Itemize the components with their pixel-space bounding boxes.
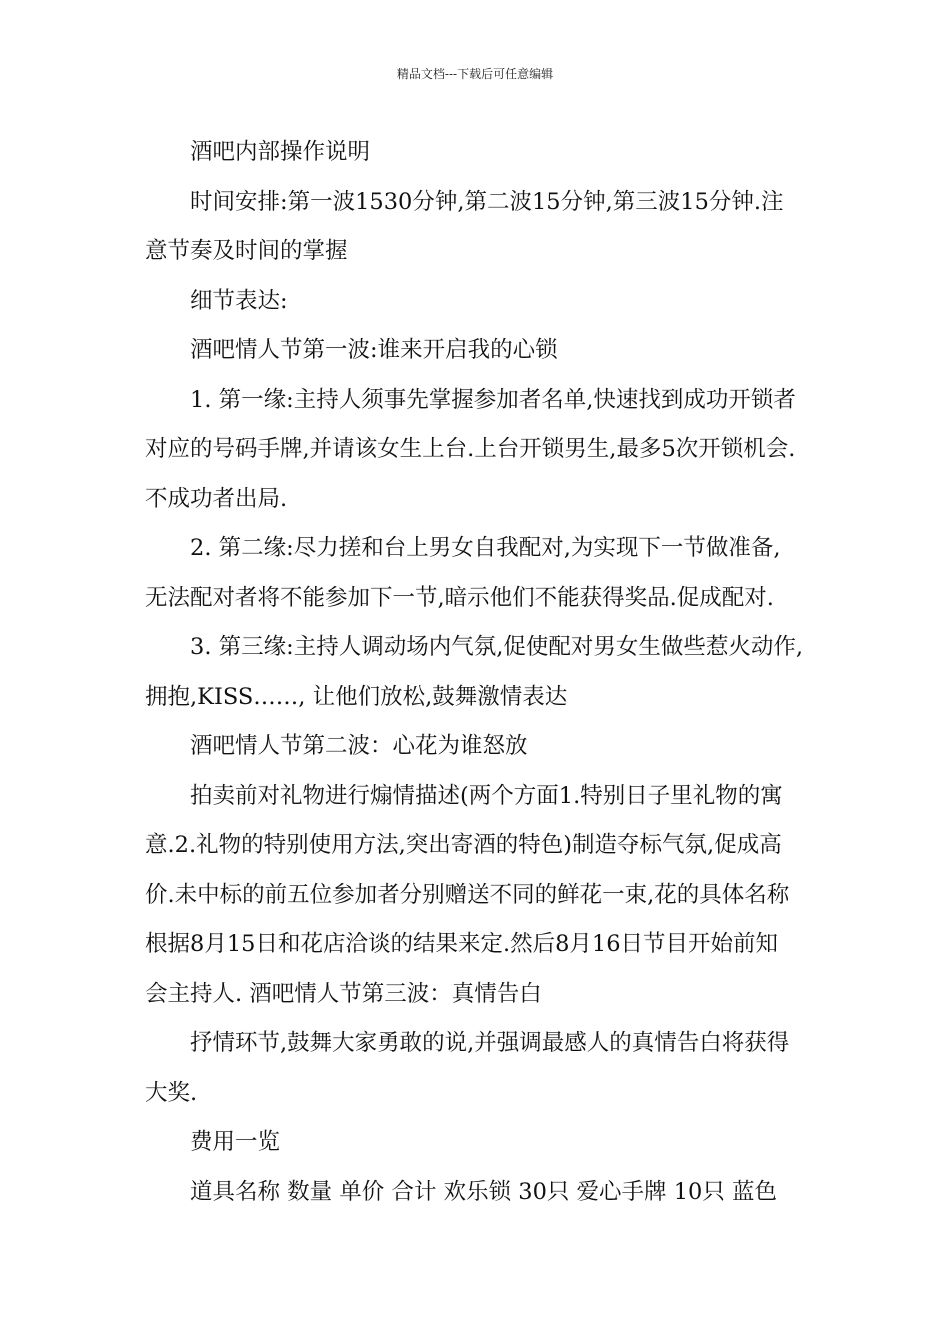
text-line: 拥抱,KISS……, 让他们放松,鼓舞激情表达 bbox=[145, 683, 568, 710]
text-line: 意节奏及时间的掌握 bbox=[145, 238, 348, 264]
text-line: 道具名称 数量 单价 合计 欢乐锁 30只 爱心手牌 10只 蓝色 bbox=[190, 1178, 777, 1205]
text-line: 对应的号码手牌,并请该女生上台.上台开锁男生,最多5次开锁机会. bbox=[145, 436, 796, 462]
schedule-paragraph bbox=[145, 178, 813, 277]
text-line: 细节表达: bbox=[190, 287, 288, 314]
text-line: 意.2.礼物的特别使用方法,突出寄酒的特色)制造夺标气氛,促成高 bbox=[145, 832, 782, 858]
text-line: 2. 第二缘:尽力搓和台上男女自我配对,为实现下一节做准备, bbox=[190, 535, 781, 561]
text-line: 大奖. bbox=[145, 1079, 198, 1106]
page-header: 精品文档---下载后可任意编辑 bbox=[396, 67, 554, 81]
wave2-heading bbox=[145, 722, 813, 772]
cost-heading bbox=[145, 1118, 813, 1168]
text-line: 价.未中标的前五位参加者分别赠送不同的鲜花一束,花的具体名称 bbox=[145, 881, 790, 908]
text-line: 不成功者出局. bbox=[145, 485, 288, 512]
auction-paragraph bbox=[145, 772, 813, 1020]
text-line: 抒情环节,鼓舞大家勇敢的说,并强调最感人的真情告白将获得 bbox=[190, 1030, 790, 1056]
text-line: 会主持人. 酒吧情人节第三波：真情告白 bbox=[145, 980, 542, 1007]
doc-title bbox=[145, 128, 813, 178]
text-line: 酒吧内部操作说明 bbox=[190, 139, 371, 165]
text-line: 根据8月15日和花店洽谈的结果来定.然后8月16日节目开始前知 bbox=[145, 931, 779, 957]
text-line: 无法配对者将不能参加下一节,暗示他们不能获得奖品.促成配对. bbox=[145, 584, 774, 611]
item3-paragraph bbox=[145, 623, 813, 722]
text-line: 1. 第一缘:主持人须事先掌握参加者名单,快速找到成功开锁者 bbox=[190, 386, 796, 413]
text-line: 酒吧情人节第一波:谁来开启我的心锁 bbox=[190, 337, 558, 363]
confession-paragraph bbox=[145, 1019, 813, 1118]
document-body bbox=[145, 128, 813, 1217]
text-line: 3. 第三缘:主持人调动场内气氛,促使配对男女生做些惹火动作, bbox=[190, 634, 804, 660]
text-line: 拍卖前对礼物进行煽情描述(两个方面1.特别日子里礼物的寓 bbox=[190, 782, 783, 809]
item1-paragraph bbox=[145, 376, 813, 525]
cost-table-row bbox=[145, 1168, 813, 1218]
text-line: 费用一览 bbox=[190, 1129, 281, 1155]
text-line: 时间安排:第一波1530分钟,第二波15分钟,第三波15分钟.注 bbox=[190, 188, 784, 215]
detail-heading bbox=[145, 277, 813, 327]
wave1-heading bbox=[145, 326, 813, 376]
text-line: 酒吧情人节第二波：心花为谁怒放 bbox=[190, 733, 528, 759]
item2-paragraph bbox=[145, 524, 813, 623]
